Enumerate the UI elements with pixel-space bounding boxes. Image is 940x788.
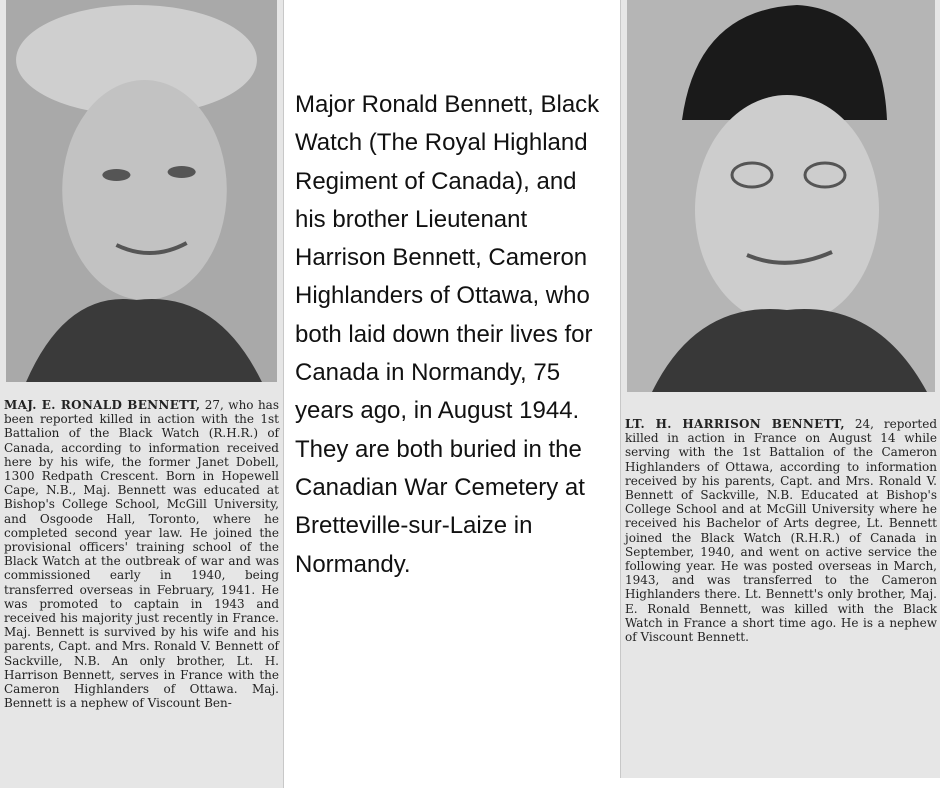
caption-name: MAJ. E. RONALD BENNETT,: [4, 398, 201, 412]
caption-ronald-bennett: [4, 398, 279, 710]
caption-harrison-bennett: [625, 417, 937, 644]
left-newspaper-clipping: [0, 0, 284, 788]
right-newspaper-clipping: [620, 0, 940, 778]
caption-name: LT. H. HARRISON BENNETT,: [625, 417, 845, 431]
portrait-photo-harrison-bennett: [627, 0, 935, 392]
main-description-text: Major Ronald Bennett, Black Watch (The Royal Highland Regiment of Canada), and his brother Lieutenant Harrison Bennett, Cameron Highlanders of Ottawa, who both laid down their lives for Canada in Normandy, 75 years ago, in August 1944. They are both buried in the Canadian War Cemetery at Bretteville-sur-Laize in Normandy.: [295, 91, 600, 578]
caption-body: 24, reported killed in action in France on August 14 while serving with the 1st Battalion of the Cameron Highlanders of Ottawa, according to information received by his parents, Capt. and Mrs. Ronald V. Bennett of Sackville, N.B. Educated at Bishop's College School and at McGill University where he received his Bachelor of Arts degree, Lt. Bennett joined the Black Watch (R.H.R.) of Canada in September, 1940, and went on active service the following year. He was posted overseas in March, 1943, and was transferred to the Cameron Highlanders there. Lt. Bennett's only brother, Maj. E. Ronald Bennett, was killed with the Black Watch in France a short time ago. He is a nephew of Viscount Bennett.: [625, 417, 938, 645]
caption-body: 27, who has been reported killed in action with the 1st Battalion of the Black Watch (R.H.R.) of Canada, according to information received here by his wife, the former Janet Dobell, 1300 Redpath Crescent. Born in Hopewell Cape, N.B., Maj. Bennett was educated at Bishop's College School, McGill University, and Osgoode Hall, Toronto, where he completed second year law. He joined the provisional officers' training school of the Black Watch at the outbreak of war and was commissioned early in 1940, being transferred overseas in February, 1941. He was promoted to captain in 1943 and received his majority just recently in France. Maj. Bennett is survived by his wife and his parents, Capt. and Mrs. Ronald V. Bennett of Sackville, N.B. An only brother, Lt. H. Harrison Bennett, serves in France with the Cameron Highlanders of Ottawa. Maj. Bennett is a nephew of Viscount Ben-: [4, 398, 279, 711]
portrait-photo-ronald-bennett: [6, 0, 277, 382]
